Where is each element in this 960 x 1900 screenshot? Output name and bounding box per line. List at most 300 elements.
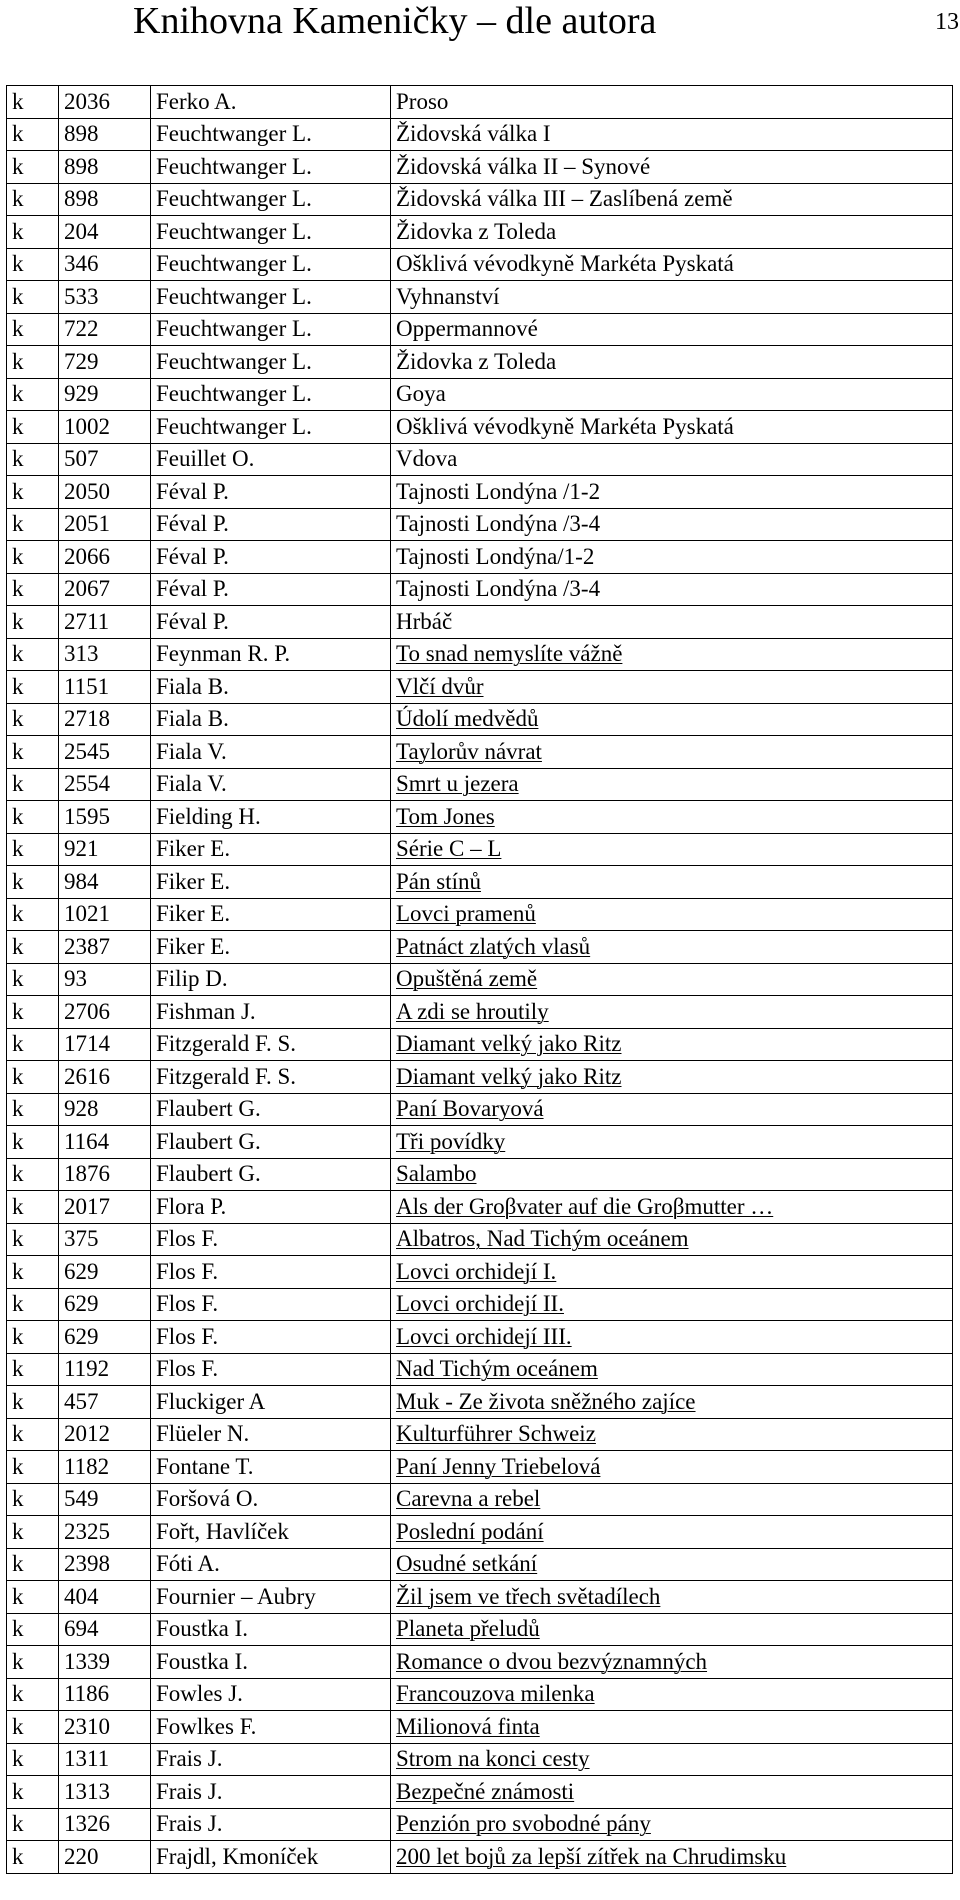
row-number-cell: 629 (59, 1321, 151, 1354)
table-row (7, 1223, 953, 1256)
page-title: Knihovna Kameničky – dle autora (133, 0, 657, 42)
row-number-cell: 507 (59, 443, 151, 476)
row-title-cell (391, 1386, 953, 1419)
row-number-cell: 1002 (59, 411, 151, 444)
table-row (7, 1191, 953, 1224)
table-row (7, 671, 953, 704)
table-row (7, 1093, 953, 1126)
row-title-cell (391, 1613, 953, 1646)
row-number-cell: 313 (59, 638, 151, 671)
row-number-cell: 2310 (59, 1711, 151, 1744)
table-row (7, 1743, 953, 1776)
row-title-cell (391, 1418, 953, 1451)
row-number-cell: 2036 (59, 86, 151, 119)
row-author-cell: Feuchtwanger L. (151, 313, 391, 346)
row-author-cell: Fiker E. (151, 898, 391, 931)
row-number-cell: 2325 (59, 1516, 151, 1549)
row-author-cell: Fitzgerald F. S. (151, 1028, 391, 1061)
row-prefix-cell: k (7, 1386, 59, 1419)
row-prefix-cell: k (7, 1321, 59, 1354)
book-title: Hrbáč (396, 608, 453, 634)
row-author-cell: Fontane T. (151, 1451, 391, 1484)
row-title-cell (391, 346, 953, 379)
table-row (7, 508, 953, 541)
row-title-cell (391, 1516, 953, 1549)
row-title-cell (391, 378, 953, 411)
row-author-cell: Foršová O. (151, 1483, 391, 1516)
table-row (7, 1678, 953, 1711)
book-title: Strom na konci cesty (396, 1746, 590, 1772)
table-row (7, 86, 953, 119)
row-author-cell: Feuchtwanger L. (151, 248, 391, 281)
book-title: Vlčí dvůr (396, 673, 484, 699)
row-prefix-cell: k (7, 1418, 59, 1451)
catalog-table (6, 85, 953, 1874)
book-title: Žil jsem ve třech světadílech (396, 1583, 661, 1609)
row-author-cell: Flos F. (151, 1288, 391, 1321)
row-prefix-cell: k (7, 216, 59, 249)
row-prefix-cell: k (7, 1256, 59, 1289)
row-author-cell: Frais J. (151, 1808, 391, 1841)
table-row (7, 378, 953, 411)
row-number-cell: 1714 (59, 1028, 151, 1061)
book-title: Ošklivá vévodkyně Markéta Pyskatá (396, 413, 734, 439)
row-prefix-cell: k (7, 411, 59, 444)
row-prefix-cell: k (7, 801, 59, 834)
row-number-cell: 2066 (59, 541, 151, 574)
row-author-cell: Ferko A. (151, 86, 391, 119)
row-author-cell: Feuchtwanger L. (151, 183, 391, 216)
book-title: Lovci pramenů (396, 901, 536, 927)
row-prefix-cell: k (7, 443, 59, 476)
row-author-cell: Fowlkes F. (151, 1711, 391, 1744)
row-number-cell: 1164 (59, 1126, 151, 1159)
row-number-cell: 346 (59, 248, 151, 281)
row-number-cell: 1151 (59, 671, 151, 704)
table-row (7, 768, 953, 801)
row-number-cell: 928 (59, 1093, 151, 1126)
row-number-cell: 929 (59, 378, 151, 411)
row-number-cell: 533 (59, 281, 151, 314)
catalog-body (7, 86, 953, 1874)
row-number-cell: 729 (59, 346, 151, 379)
row-number-cell: 2067 (59, 573, 151, 606)
table-row (7, 346, 953, 379)
row-number-cell: 1313 (59, 1776, 151, 1809)
row-author-cell: Flaubert G. (151, 1126, 391, 1159)
row-author-cell: Feuchtwanger L. (151, 378, 391, 411)
row-title-cell (391, 151, 953, 184)
row-prefix-cell: k (7, 183, 59, 216)
row-title-cell (391, 541, 953, 574)
row-title-cell (391, 476, 953, 509)
row-title-cell (391, 1548, 953, 1581)
row-author-cell: Flaubert G. (151, 1093, 391, 1126)
row-title-cell (391, 1093, 953, 1126)
row-title-cell (391, 703, 953, 736)
row-number-cell: 2398 (59, 1548, 151, 1581)
table-row (7, 898, 953, 931)
row-prefix-cell: k (7, 1288, 59, 1321)
row-prefix-cell: k (7, 1841, 59, 1874)
row-author-cell: Flos F. (151, 1321, 391, 1354)
book-title: Tajnosti Londýna /1-2 (396, 478, 601, 504)
row-number-cell: 1021 (59, 898, 151, 931)
row-number-cell: 1192 (59, 1353, 151, 1386)
book-title: Oppermannové (396, 316, 538, 342)
book-title: Ošklivá vévodkyně Markéta Pyskatá (396, 251, 734, 277)
table-row (7, 443, 953, 476)
row-prefix-cell: k (7, 931, 59, 964)
row-number-cell: 2711 (59, 606, 151, 639)
row-author-cell: Foustka I. (151, 1646, 391, 1679)
row-prefix-cell: k (7, 1223, 59, 1256)
book-title: Lovci orchidejí III. (396, 1323, 572, 1349)
book-title: Nad Tichým oceánem (396, 1356, 598, 1382)
row-title-cell (391, 671, 953, 704)
row-title-cell (391, 248, 953, 281)
book-title: Židovská válka II – Synové (396, 153, 651, 179)
row-title-cell (391, 801, 953, 834)
book-title: Milionová finta (396, 1713, 540, 1739)
row-prefix-cell: k (7, 703, 59, 736)
row-prefix-cell: k (7, 151, 59, 184)
book-title: Taylorův návrat (396, 738, 542, 764)
table-row (7, 866, 953, 899)
book-title: 200 let bojů za lepší zítřek na Chrudimsku (396, 1843, 787, 1869)
row-number-cell: 921 (59, 833, 151, 866)
row-prefix-cell: k (7, 1808, 59, 1841)
row-author-cell: Féval P. (151, 476, 391, 509)
table-row (7, 638, 953, 671)
row-title-cell (391, 1191, 953, 1224)
row-prefix-cell: k (7, 1613, 59, 1646)
table-row (7, 1841, 953, 1874)
row-title-cell (391, 1678, 953, 1711)
row-number-cell: 2051 (59, 508, 151, 541)
table-row (7, 931, 953, 964)
row-prefix-cell: k (7, 573, 59, 606)
row-number-cell: 629 (59, 1256, 151, 1289)
table-row (7, 1256, 953, 1289)
row-author-cell: Fournier – Aubry (151, 1581, 391, 1614)
table-row (7, 281, 953, 314)
row-title-cell (391, 638, 953, 671)
row-title-cell (391, 216, 953, 249)
row-prefix-cell: k (7, 736, 59, 769)
row-author-cell: Foustka I. (151, 1613, 391, 1646)
table-row (7, 833, 953, 866)
table-row (7, 1613, 953, 1646)
row-number-cell: 629 (59, 1288, 151, 1321)
book-title: Goya (396, 381, 446, 407)
book-title: Pán stínů (396, 868, 481, 894)
row-prefix-cell: k (7, 378, 59, 411)
row-prefix-cell: k (7, 768, 59, 801)
row-title-cell (391, 768, 953, 801)
row-number-cell: 722 (59, 313, 151, 346)
book-title: Als der Groβvater auf die Groβmutter … (396, 1193, 774, 1219)
row-author-cell: Feuillet O. (151, 443, 391, 476)
table-row (7, 801, 953, 834)
row-prefix-cell: k (7, 606, 59, 639)
row-title-cell (391, 1808, 953, 1841)
book-title: Tajnosti Londýna/1-2 (396, 543, 595, 569)
row-title-cell (391, 508, 953, 541)
row-prefix-cell: k (7, 638, 59, 671)
row-author-cell: Flüeler N. (151, 1418, 391, 1451)
row-author-cell: Fiker E. (151, 931, 391, 964)
row-number-cell: 1876 (59, 1158, 151, 1191)
row-prefix-cell: k (7, 508, 59, 541)
table-row (7, 248, 953, 281)
book-title: Romance o dvou bezvýznamných (396, 1648, 708, 1674)
book-title: Vyhnanství (396, 283, 500, 309)
book-title: Tom Jones (396, 803, 495, 829)
row-author-cell: Fořt, Havlíček (151, 1516, 391, 1549)
row-title-cell (391, 1256, 953, 1289)
row-number-cell: 694 (59, 1613, 151, 1646)
book-title: Poslední podání (396, 1518, 544, 1544)
row-number-cell: 898 (59, 118, 151, 151)
row-title-cell (391, 281, 953, 314)
row-prefix-cell: k (7, 476, 59, 509)
table-row (7, 1288, 953, 1321)
row-title-cell (391, 1711, 953, 1744)
table-row (7, 118, 953, 151)
row-prefix-cell: k (7, 1548, 59, 1581)
row-prefix-cell: k (7, 346, 59, 379)
row-number-cell: 2545 (59, 736, 151, 769)
row-title-cell (391, 313, 953, 346)
row-number-cell: 2718 (59, 703, 151, 736)
row-prefix-cell: k (7, 1646, 59, 1679)
row-author-cell: Féval P. (151, 541, 391, 574)
row-number-cell: 404 (59, 1581, 151, 1614)
book-title: Kulturführer Schweiz (396, 1421, 596, 1447)
row-number-cell: 2012 (59, 1418, 151, 1451)
table-row (7, 313, 953, 346)
table-row (7, 1028, 953, 1061)
row-title-cell (391, 1028, 953, 1061)
row-prefix-cell: k (7, 541, 59, 574)
row-number-cell: 898 (59, 151, 151, 184)
row-title-cell (391, 443, 953, 476)
row-prefix-cell: k (7, 1191, 59, 1224)
row-prefix-cell: k (7, 281, 59, 314)
row-title-cell (391, 183, 953, 216)
book-title: Židovka z Toleda (396, 218, 557, 244)
row-number-cell: 375 (59, 1223, 151, 1256)
book-title: Lovci orchidejí II. (396, 1291, 564, 1317)
table-row (7, 1646, 953, 1679)
row-prefix-cell: k (7, 1158, 59, 1191)
book-title: Židovská válka III – Zaslíbená země (396, 186, 733, 212)
table-row (7, 1548, 953, 1581)
book-title: Diamant velký jako Ritz (396, 1031, 622, 1057)
book-title: Tajnosti Londýna /3-4 (396, 511, 601, 537)
row-prefix-cell: k (7, 963, 59, 996)
table-row (7, 1451, 953, 1484)
table-row (7, 183, 953, 216)
row-prefix-cell: k (7, 1516, 59, 1549)
row-title-cell (391, 606, 953, 639)
row-author-cell: Frais J. (151, 1776, 391, 1809)
row-prefix-cell: k (7, 671, 59, 704)
row-title-cell (391, 1451, 953, 1484)
book-title: Bezpečné známosti (396, 1778, 575, 1804)
row-author-cell: Feuchtwanger L. (151, 281, 391, 314)
row-prefix-cell: k (7, 1678, 59, 1711)
row-title-cell (391, 833, 953, 866)
row-prefix-cell: k (7, 1711, 59, 1744)
row-author-cell: Feuchtwanger L. (151, 118, 391, 151)
book-title: Lovci orchidejí I. (396, 1258, 557, 1284)
row-number-cell: 1186 (59, 1678, 151, 1711)
table-row (7, 606, 953, 639)
row-title-cell (391, 931, 953, 964)
table-row (7, 476, 953, 509)
row-number-cell: 2554 (59, 768, 151, 801)
row-prefix-cell: k (7, 1743, 59, 1776)
book-title: A zdi se hroutily (396, 998, 549, 1024)
row-prefix-cell: k (7, 1451, 59, 1484)
row-number-cell: 1182 (59, 1451, 151, 1484)
row-number-cell: 2017 (59, 1191, 151, 1224)
row-title-cell (391, 573, 953, 606)
row-author-cell: Fiker E. (151, 866, 391, 899)
row-author-cell: Flos F. (151, 1223, 391, 1256)
row-title-cell (391, 1776, 953, 1809)
book-title: Tajnosti Londýna /3-4 (396, 576, 601, 602)
row-prefix-cell: k (7, 1093, 59, 1126)
row-number-cell: 984 (59, 866, 151, 899)
book-title: Patnáct zlatých vlasů (396, 933, 591, 959)
row-author-cell: Flaubert G. (151, 1158, 391, 1191)
row-author-cell: Féval P. (151, 573, 391, 606)
row-author-cell: Feuchtwanger L. (151, 411, 391, 444)
row-author-cell: Fiala B. (151, 703, 391, 736)
table-row (7, 411, 953, 444)
row-title-cell (391, 1353, 953, 1386)
table-row (7, 1321, 953, 1354)
row-author-cell: Flos F. (151, 1256, 391, 1289)
table-row (7, 1353, 953, 1386)
row-title-cell (391, 1126, 953, 1159)
row-title-cell (391, 1288, 953, 1321)
row-number-cell: 1326 (59, 1808, 151, 1841)
row-number-cell: 2706 (59, 996, 151, 1029)
table-row (7, 1158, 953, 1191)
book-title: Salambo (396, 1161, 477, 1187)
book-title: Diamant velký jako Ritz (396, 1063, 622, 1089)
row-author-cell: Fiala B. (151, 671, 391, 704)
row-title-cell (391, 118, 953, 151)
row-author-cell: Fiker E. (151, 833, 391, 866)
row-title-cell (391, 996, 953, 1029)
table-row (7, 736, 953, 769)
row-prefix-cell: k (7, 1353, 59, 1386)
row-author-cell: Fiala V. (151, 736, 391, 769)
row-author-cell: Fiala V. (151, 768, 391, 801)
row-author-cell: Feuchtwanger L. (151, 216, 391, 249)
table-row (7, 703, 953, 736)
row-author-cell: Flos F. (151, 1353, 391, 1386)
row-number-cell: 220 (59, 1841, 151, 1874)
row-number-cell: 204 (59, 216, 151, 249)
row-title-cell (391, 866, 953, 899)
table-row (7, 573, 953, 606)
row-author-cell: Féval P. (151, 508, 391, 541)
book-title: Série C – L (396, 836, 502, 862)
row-prefix-cell: k (7, 996, 59, 1029)
row-title-cell (391, 963, 953, 996)
row-number-cell: 2616 (59, 1061, 151, 1094)
table-row (7, 1061, 953, 1094)
row-number-cell: 549 (59, 1483, 151, 1516)
book-title: Židovka z Toleda (396, 348, 557, 374)
book-title: Albatros, Nad Tichým oceánem (396, 1226, 689, 1252)
book-title: Údolí medvědů (396, 706, 539, 732)
row-author-cell: Fitzgerald F. S. (151, 1061, 391, 1094)
row-author-cell: Frajdl, Kmoníček (151, 1841, 391, 1874)
book-title: Carevna a rebel (396, 1486, 541, 1512)
row-prefix-cell: k (7, 1028, 59, 1061)
book-title: Penzión pro svobodné pány (396, 1811, 651, 1837)
row-title-cell (391, 1158, 953, 1191)
row-title-cell (391, 898, 953, 931)
book-title: Paní Jenny Triebelová (396, 1453, 601, 1479)
table-row (7, 216, 953, 249)
row-title-cell (391, 1321, 953, 1354)
row-author-cell: Feuchtwanger L. (151, 151, 391, 184)
book-title: Vdova (396, 446, 458, 472)
book-title: Planeta přeludů (396, 1616, 540, 1642)
table-row (7, 1126, 953, 1159)
row-number-cell: 898 (59, 183, 151, 216)
row-prefix-cell: k (7, 313, 59, 346)
book-title: Muk - Ze života sněžného zajíce (396, 1388, 696, 1414)
row-title-cell (391, 1483, 953, 1516)
row-prefix-cell: k (7, 1126, 59, 1159)
row-number-cell: 1311 (59, 1743, 151, 1776)
book-title: To snad nemyslíte vážně (396, 641, 623, 667)
row-prefix-cell: k (7, 248, 59, 281)
row-title-cell (391, 1223, 953, 1256)
row-author-cell: Feuchtwanger L. (151, 346, 391, 379)
row-author-cell: Fowles J. (151, 1678, 391, 1711)
row-title-cell (391, 1743, 953, 1776)
row-prefix-cell: k (7, 833, 59, 866)
row-author-cell: Filip D. (151, 963, 391, 996)
table-row (7, 1516, 953, 1549)
table-row (7, 996, 953, 1029)
row-author-cell: Feynman R. P. (151, 638, 391, 671)
row-title-cell (391, 1841, 953, 1874)
row-author-cell: Fluckiger A (151, 1386, 391, 1419)
row-author-cell: Frais J. (151, 1743, 391, 1776)
row-prefix-cell: k (7, 1776, 59, 1809)
book-title: Židovská válka I (396, 121, 551, 147)
row-number-cell: 457 (59, 1386, 151, 1419)
book-title: Osudné setkání (396, 1551, 538, 1577)
table-row (7, 151, 953, 184)
row-number-cell: 93 (59, 963, 151, 996)
row-number-cell: 2050 (59, 476, 151, 509)
book-title: Smrt u jezera (396, 771, 519, 797)
table-row (7, 1483, 953, 1516)
row-number-cell: 1595 (59, 801, 151, 834)
